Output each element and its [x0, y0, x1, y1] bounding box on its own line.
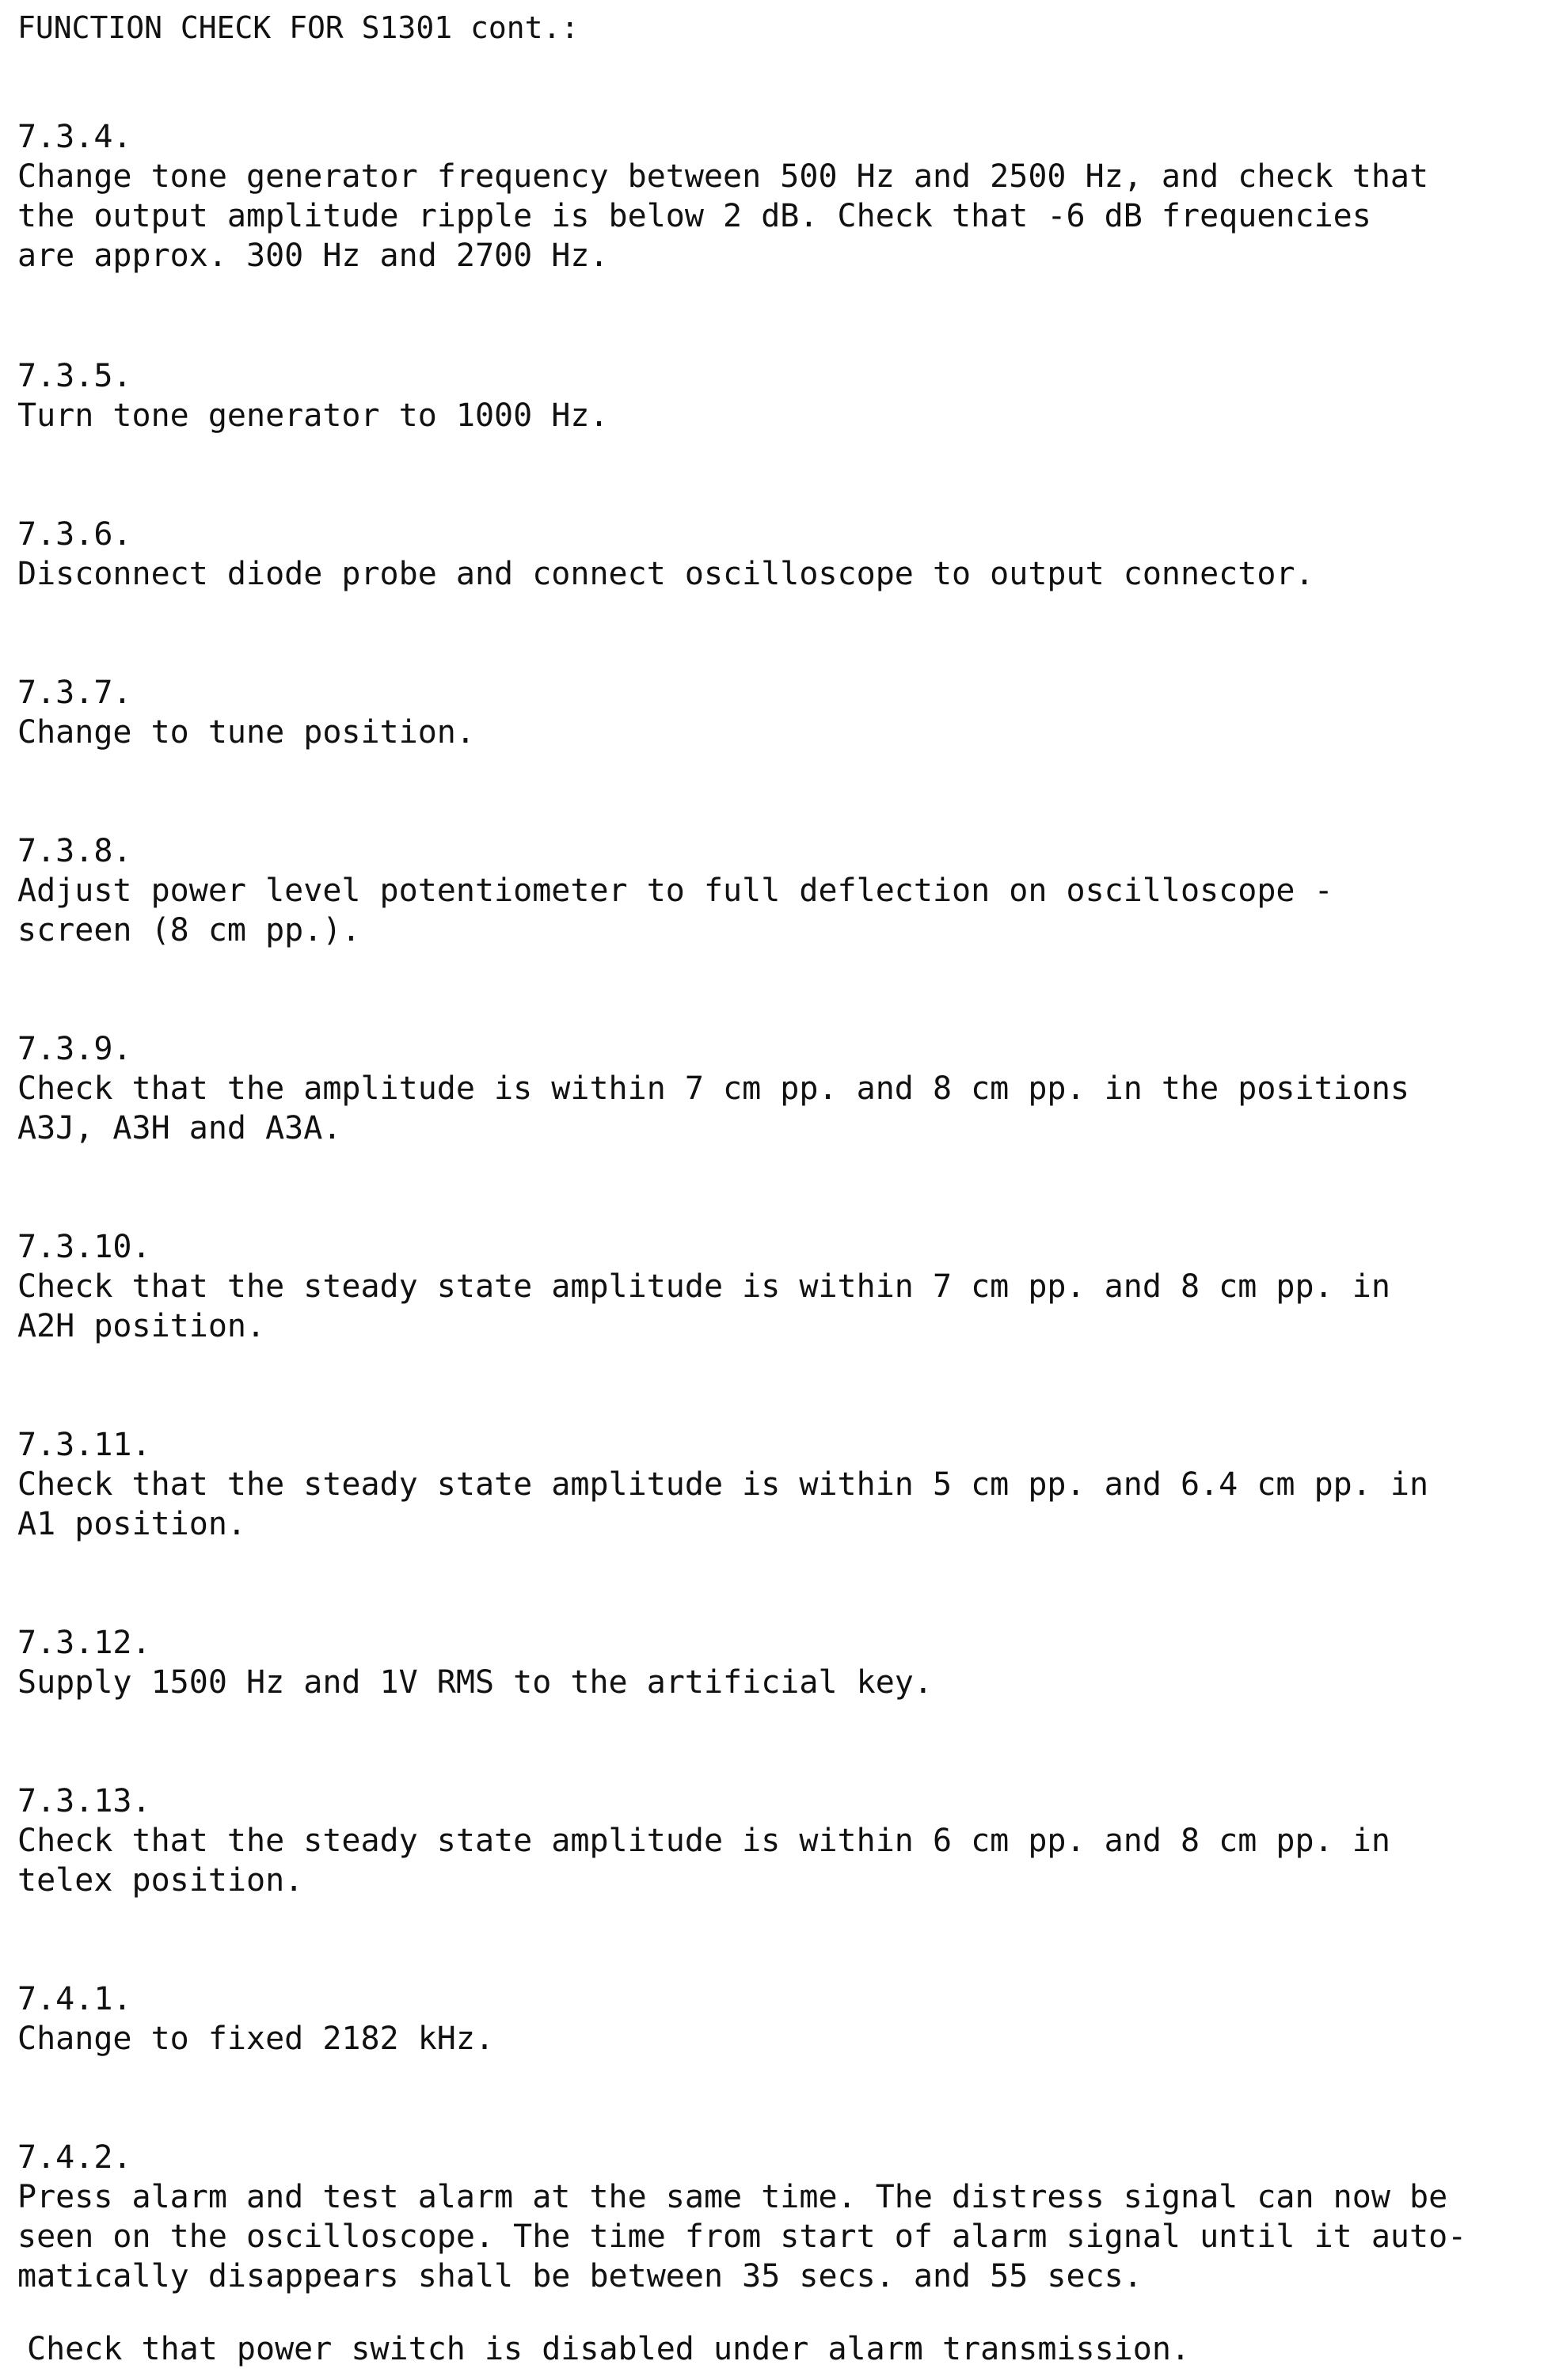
section-line: A3J, A3H and A3A. [17, 1110, 342, 1146]
section-number: 7.3.6. [17, 516, 132, 553]
section-line: Change to fixed 2182 kHz. [17, 2021, 495, 2057]
section-7-3-10 [17, 1227, 1546, 1346]
section-line: Disconnect diode probe and connect oscilloscope to output connector. [17, 556, 1314, 592]
final-note: Check that power switch is disabled under alarm transmission. [27, 2331, 1191, 2367]
section-number: 7.4.1. [17, 1981, 132, 2017]
section-7-4-1 [17, 1979, 1546, 2059]
section-number: 7.3.7. [17, 675, 132, 711]
section-line: Check that the amplitude is within 7 cm pp. and 8 cm pp. in the positions [17, 1070, 1409, 1107]
section-number: 7.4.2. [17, 2139, 132, 2176]
section-number: 7.3.12. [17, 1625, 151, 1661]
section-line: matically disappears shall be between 35 secs. and 55 secs. [17, 2258, 1143, 2294]
section-7-3-8 [17, 831, 1546, 950]
section-7-3-4 [17, 117, 1546, 276]
section-number: 7.3.9. [17, 1031, 132, 1067]
section-line: are approx. 300 Hz and 2700 Hz. [17, 238, 609, 274]
section-line: Press alarm and test alarm at the same time. The distress signal can now be [17, 2179, 1448, 2215]
section-line: A2H position. [17, 1308, 266, 1344]
section-line: Supply 1500 Hz and 1V RMS to the artificial key. [17, 1664, 933, 1701]
section-number: 7.3.11. [17, 1427, 151, 1463]
section-line: Change tone generator frequency between 500 Hz and 2500 Hz, and check that [17, 158, 1429, 195]
section-number: 7.3.5. [17, 358, 132, 394]
section-7-3-12 [17, 1623, 1546, 1702]
section-7-3-11 [17, 1425, 1546, 1544]
section-7-3-13 [17, 1781, 1546, 1900]
section-7-3-7 [17, 673, 1546, 752]
section-number: 7.3.4. [17, 119, 132, 155]
section-line: Check that the steady state amplitude is within 6 cm pp. and 8 cm pp. in [17, 1823, 1390, 1859]
section-line: Adjust power level potentiometer to full deflection on oscilloscope - [17, 873, 1333, 909]
section-line: the output amplitude ripple is below 2 dB. Check that -6 dB frequencies [17, 198, 1371, 234]
document-title: FUNCTION CHECK FOR S1301 cont.: [17, 10, 580, 45]
section-number: 7.3.10. [17, 1229, 151, 1265]
section-line: A1 position. [17, 1506, 246, 1542]
section-line: Change to tune position. [17, 714, 475, 751]
section-7-3-5 [17, 356, 1546, 435]
section-number: 7.3.8. [17, 833, 132, 869]
section-line: Check that the steady state amplitude is within 7 cm pp. and 8 cm pp. in [17, 1268, 1390, 1305]
section-number: 7.3.13. [17, 1783, 151, 1819]
section-line: Check that the steady state amplitude is within 5 cm pp. and 6.4 cm pp. in [17, 1466, 1429, 1503]
section-7-4-2 [17, 2138, 1546, 2296]
section-line: screen (8 cm pp.). [17, 912, 361, 949]
section-line: seen on the oscilloscope. The time from start of alarm signal until it auto- [17, 2218, 1467, 2255]
section-7-3-6 [17, 515, 1546, 594]
section-line: telex position. [17, 1862, 304, 1899]
section-7-3-9 [17, 1029, 1546, 1148]
section-line: Turn tone generator to 1000 Hz. [17, 397, 609, 434]
